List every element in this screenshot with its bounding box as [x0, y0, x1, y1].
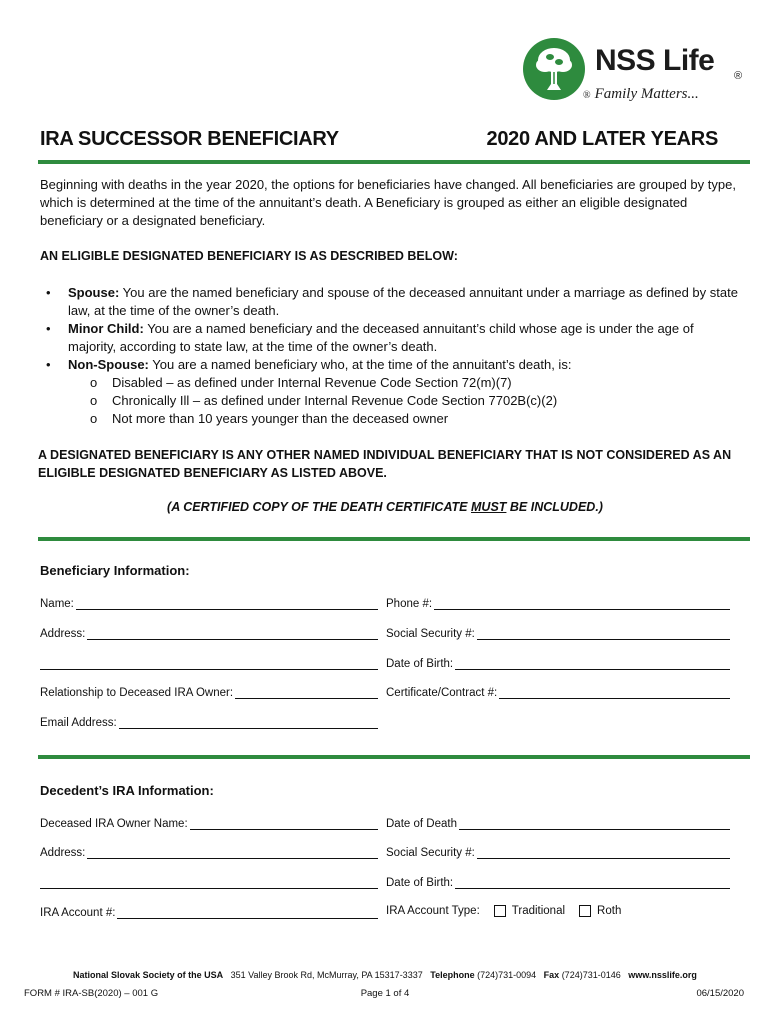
input-line[interactable]: [40, 876, 378, 889]
section-divider: [38, 755, 750, 759]
input-line[interactable]: [40, 657, 378, 670]
bullet-term: Minor Child:: [68, 321, 144, 336]
footer-address: 351 Valley Brook Rd, McMurray, PA 15317-3337: [230, 970, 423, 980]
field-label: Email Address:: [40, 717, 117, 729]
bullet-term: Non-Spouse:: [68, 357, 149, 372]
input-line[interactable]: [455, 876, 730, 889]
bullet-term: Spouse:: [68, 285, 120, 300]
page-years: 2020 AND LATER YEARS: [486, 128, 718, 150]
field-label: Deceased IRA Owner Name:: [40, 818, 188, 830]
field-label: Date of Birth:: [386, 877, 454, 889]
field-label: Social Security #:: [386, 847, 475, 859]
bullet-text: You are a named beneficiary and the deceased annuitant’s child whose age is under the age of majority, according to state law, at the time of the owner’s death.: [68, 321, 694, 354]
input-line[interactable]: [235, 686, 378, 699]
logo-registered-mark: ®: [734, 70, 743, 82]
list-item: [40, 356, 740, 428]
section-divider: [38, 537, 750, 541]
traditional-label: Traditional: [511, 905, 566, 917]
sub-list-item: o Not more than 10 years younger than the deceased owner: [68, 410, 740, 428]
form-number: FORM # IRA-SB(2020) – 001 G: [24, 988, 159, 999]
sub-list-item: o Chronically Ill – as defined under Internal Revenue Code Section 7702B(c)(2): [68, 392, 740, 410]
beneficiary-address-field[interactable]: [40, 627, 378, 640]
header-divider: [38, 160, 750, 164]
beneficiary-name-field[interactable]: [40, 597, 378, 610]
tagline-registered-mark: ®: [583, 90, 591, 101]
input-line[interactable]: [119, 716, 378, 729]
page-title: IRA SUCCESSOR BENEFICIARY: [40, 128, 339, 150]
input-line[interactable]: [117, 906, 378, 919]
decedent-ira-account-field[interactable]: [40, 906, 378, 919]
form-date: 06/15/2020: [696, 988, 744, 999]
traditional-checkbox[interactable]: [494, 905, 506, 917]
roth-label: Roth: [597, 905, 622, 917]
decedent-dob-field[interactable]: [386, 876, 730, 889]
bullet-text: You are the named beneficiary and spouse of the deceased annuitant under a marriage as defined by state law, at the time of the owner’s death.: [68, 285, 738, 318]
list-item: [40, 320, 740, 356]
tree-logo-icon: [523, 38, 585, 100]
field-label: Phone #:: [386, 598, 433, 610]
beneficiary-section-heading: Beneficiary Information:: [40, 563, 190, 578]
decedent-address-field[interactable]: [40, 846, 378, 859]
input-line[interactable]: [434, 597, 730, 610]
field-label: IRA Account Type:: [386, 905, 480, 917]
footer-org: National Slovak Society of the USA: [73, 970, 224, 980]
input-line[interactable]: [477, 846, 730, 859]
field-label: Date of Birth:: [386, 658, 454, 670]
list-item: [40, 284, 740, 320]
beneficiary-relationship-field[interactable]: [40, 686, 378, 699]
beneficiary-certificate-field[interactable]: [386, 686, 730, 699]
non-spouse-sublist: [68, 374, 740, 428]
input-line[interactable]: [499, 686, 730, 699]
input-line[interactable]: [87, 627, 378, 640]
beneficiary-ssn-field[interactable]: [386, 627, 730, 640]
footer-tel-label: Telephone: [430, 970, 475, 980]
beneficiary-phone-field[interactable]: [386, 597, 730, 610]
footer-contact: [0, 970, 770, 980]
field-label: Date of Death: [386, 818, 457, 830]
beneficiary-email-field[interactable]: [40, 716, 378, 729]
nss-life-logo: [523, 38, 753, 110]
ira-account-type-group: [386, 905, 621, 917]
decedent-owner-name-field[interactable]: [40, 817, 378, 830]
page-number: Page 1 of 4: [360, 988, 410, 999]
beneficiary-address-line2[interactable]: [40, 657, 378, 670]
notice-text-end: BE INCLUDED.): [506, 500, 603, 514]
field-label: Address:: [40, 847, 86, 859]
notice-emphasis: MUST: [471, 500, 507, 514]
input-line[interactable]: [87, 846, 378, 859]
designated-beneficiary-text: A DESIGNATED BENEFICIARY IS ANY OTHER NAMED INDIVIDUAL BENEFICIARY THAT IS NOT CONSIDERED AS AN ELIGIBLE DESIGNATED BENEFICIARY AS LISTED ABOVE.: [38, 448, 732, 480]
certified-copy-notice: [0, 500, 770, 514]
roth-checkbox[interactable]: [579, 905, 591, 917]
footer-fax-label: Fax: [543, 970, 560, 980]
field-label: Address:: [40, 628, 86, 640]
input-line[interactable]: [459, 817, 730, 830]
beneficiary-dob-field[interactable]: [386, 657, 730, 670]
input-line[interactable]: [455, 657, 730, 670]
decedent-ssn-field[interactable]: [386, 846, 730, 859]
input-line[interactable]: [190, 817, 378, 830]
field-label: Relationship to Deceased IRA Owner:: [40, 687, 234, 699]
bullet-text: You are a named beneficiary who, at the time of the annuitant’s death, is:: [148, 357, 572, 372]
decedent-address-line2[interactable]: [40, 876, 378, 889]
intro-paragraph: Beginning with deaths in the year 2020, the options for beneficiaries have changed. All beneficiaries are grouped by type, which is determined at the time of the annuitant’s death. A Beneficiary is grouped as either an eligible designated beneficiary or a designated beneficiary.: [40, 177, 736, 228]
decedent-date-of-death-field[interactable]: [386, 817, 730, 830]
eligible-list: [40, 284, 740, 428]
field-label: IRA Account #:: [40, 907, 116, 919]
sub-list-item: o Disabled – as defined under Internal Revenue Code Section 72(m)(7): [68, 374, 740, 392]
decedent-section-heading: Decedent’s IRA Information:: [40, 783, 214, 798]
footer-tel: (724)731-0094: [477, 970, 537, 980]
footer-website: www.nsslife.org: [628, 970, 697, 980]
eligible-heading: AN ELIGIBLE DESIGNATED BENEFICIARY IS AS DESCRIBED BELOW:: [40, 249, 458, 263]
field-label: Name:: [40, 598, 74, 610]
input-line[interactable]: [76, 597, 378, 610]
field-label: Certificate/Contract #:: [386, 687, 498, 699]
field-label: Social Security #:: [386, 628, 475, 640]
tagline-text: Family Matters...: [594, 86, 699, 102]
notice-text-start: (A CERTIFIED COPY OF THE DEATH CERTIFICATE: [167, 500, 471, 514]
input-line[interactable]: [477, 627, 730, 640]
logo-tagline: [583, 86, 699, 103]
footer-fax: (724)731-0146: [561, 970, 621, 980]
logo-name: NSS Life: [595, 44, 715, 77]
